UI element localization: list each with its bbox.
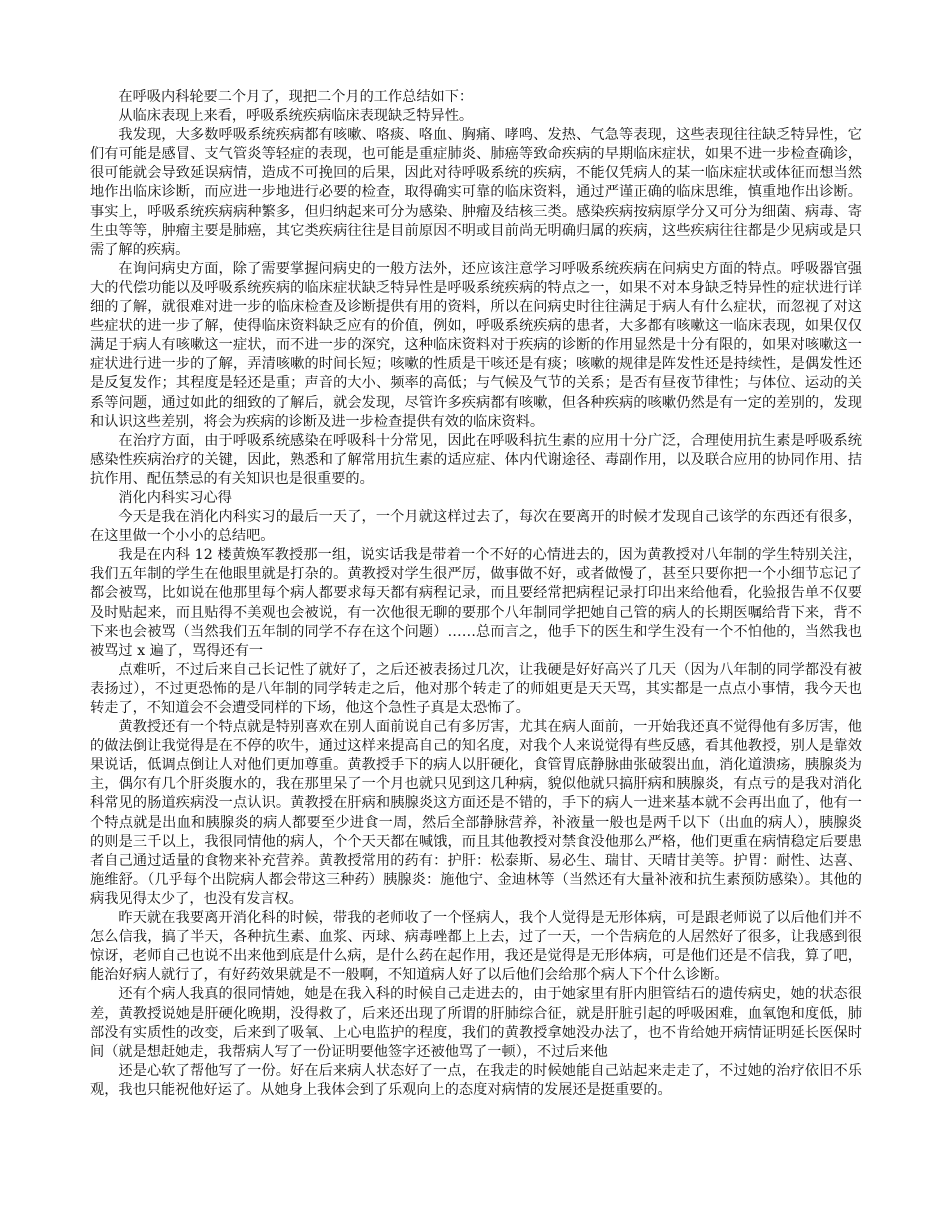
paragraph-intro: 在呼吸内科轮要二个月了，现把二个月的工作总结如下： xyxy=(118,89,474,105)
paragraph-clinical-heading: 从临床表现上来看，呼吸系统疾病临床表现缺乏特异性。 xyxy=(118,108,474,125)
paragraph-sympathy-patient: 还有个病人我真的很同情她，她是在我入科的时候自己走进去的，由于她家里有肝内胆管结石的遗传病史，她的状态很差，黄教授说她是肝硬化晚期，没得救了，后来还出现了所谓的肝肺综合征，就是肝脏引起的呼吸困难，血氧饱和度低，肺部没有实质性的改变，后来到了吸氧、上心电监护的程度，我们的黄教授拿她没办法了，也不肯给她开病情证明延长医保时间（就是想赶她走，我帮病人写了一份证明要他签字还被他骂了一顿），不过后来他 xyxy=(90,986,862,1060)
paragraph-professor-strict: 我是在内科 12 楼黄焕军教授那一组，说实话我是带着一个不好的心情进去的，因为黄教授对八年制的学生特别关注，我们五年制的学生在他眼里就是打杂的。黄教授对学生很严厉，做事做不好，或者做慢了，甚至只要你把一个小细节忘记了都会被骂，比如说在他那里每个病人都要求每天都有病程记录，而且要经常把病程记录打印出来给他看，化验报告单不仅要及时贴起来，而且贴得不美观也会被说，有一次他很无聊的要那个八年制同学把她自己管的病人的长期医嘱给背下来，背不下来也会被骂（当然我们五年制的同学不存在这个问题）……总而言之，他手下的医生和学生没有一个不怕他的，当然我也被骂过 x 遍了，骂得还有一 xyxy=(90,547,862,659)
paragraph-gastro-intro: 今天是我在消化内科实习的最后一天了，一个月就这样过去了，每次在要离开的时候才发现自己该学的东西还有很多，在这里做一个小小的总结吧。 xyxy=(90,509,862,545)
paragraph-professor-traits: 黄教授还有一个特点就是特别喜欢在别人面前说自己有多厉害，尤其在病人面前，一开始我还真不觉得他有多厉害，他的做法倒让我觉得是在不停的吹牛，通过这样来提高自己的知名度，对我个人来说觉得有些反感，看其他教授，别人是靠效果说话，低调点倒让人对他们更加尊重。黄教授手下的病人以肝硬化，食管胃底静脉曲张破裂出血，消化道溃疡，胰腺炎为主，偶尔有几个肝炎腹水的，我在那里呆了一个月也就只见到这几种病，貌似他就只搞肝病和胰腺炎，有点亏的是我对消化科常见的肠道疾病没一点认识。黄教授在肝病和胰腺炎这方面还是不错的，手下的病人一进来基本就不会再出血了，他有一个特点就是出血和胰腺炎的病人都要至少进食一周，然后全部静脉营养，补液量一般也是两千以下（出血的病人），胰腺炎的则是三千以上，我很同情他的病人，个个天天都在喊饿，而且其他教授对禁食没他那么严格，他们更重在病情稳定后要患者自己通过适量的食物来补充营养。黄教授常用的药有：护肝：松泰斯、易必生、瑞甘、天晴甘美等。护胃：耐性、达喜、施维舒。（几乎每个出院病人都会带这三种药）胰腺炎：施他宁、金迪林等（当然还有大量补液和抗生素预防感染）。其他的病我见得太少了，也没有发言权。 xyxy=(90,719,862,907)
paragraph-professor-strict-cont: 点难听，不过后来自己长记性了就好了，之后还被表扬过几次，让我硬是好好高兴了几天（因为八年制的同学都没有被表扬过），不过更恐怖的是八年制的同学转走之后，他对那个转走了的师姐更是天天骂，其实都是一点点小事情，我今天也转走了，不知道会不会遭受同样的下场，他这个急性子真是太恐怖了。 xyxy=(90,661,862,716)
paragraph-clinical-findings: 我发现，大多数呼吸系统疾病都有咳嗽、咯痰、咯血、胸痛、哮鸣、发热、气急等表现，这些表现往往缺乏特异性，它们有可能是感冒、支气管炎等轻症的表现，也可能是重症肺炎、肺癌等致命疾病的早期临床症状，如果不进一步检查确诊，很可能就会导致延误病情，造成不可挽回的后果，因此对待呼吸系统的疾病，不能仅凭病人的某一临床症状或体征而想当然地作出临床诊断，而应进一步地进行必要的检查，取得确实可靠的临床资料，通过严谨正确的临床思维，慎重地作出诊断。事实上，呼吸系统疾病病种繁多，但归纳起来可分为感染、肿瘤及结核三类。感染疾病按病原学分又可分为细菌、病毒、寄生虫等等，肿瘤主要是肺癌，其它类疾病往往是目前原因不明或目前尚无明确归属的疾病，这些疾病往往都是少见病或是只需了解的疾病。 xyxy=(90,127,862,258)
paragraph-treatment: 在治疗方面，由于呼吸系统感染在呼吸科十分常见，因此在呼吸科抗生素的应用十分广泛，合理使用抗生素是呼吸系统感染性疾病治疗的关键，因此，熟悉和了解常用抗生素的适应症、体内代谢途径、毒副作用，以及联合应用的协同作用、拮抗作用、配伍禁忌的有关知识也是很重要的。 xyxy=(90,432,862,487)
paragraph-closing: 还是心软了帮他写了一份。好在后来病人状态好了一点，在我走的时候她能自己站起来走走了，不过她的治疗依旧不乐观，我也只能祝他好运了。从她身上我体会到了乐观向上的态度对病情的发展还是挺重要的。 xyxy=(90,1062,862,1098)
paragraph-history-taking: 在询问病史方面，除了需要掌握问病史的一般方法外，还应该注意学习呼吸系统疾病在问病史方面的特点。呼吸器官强大的代偿功能以及呼吸系统疾病的临床症状缺乏特异性是呼吸系统疾病的特点之一，如果不对本身缺乏特异性的症状进行详细的了解，就很难对进一步的临床检查及诊断提供有用的资料，所以在问病史时往往满足于病人有什么症状，而忽视了对这些症状的进一步了解，使得临床资料缺乏应有的价值，例如，呼吸系统疾病的患者，大多都有咳嗽这一临床表现，如果仅仅满足于病人有咳嗽这一症状，而不进一步的深究，这种临床资料对于疾病的诊断的作用显然是十分有限的，如果对咳嗽这一症状进行进一步的了解，弄清咳嗽的时间长短；咳嗽的性质是干咳还是有痰；咳嗽的规律是阵发性还是持续性，是偶发性还是反复发作；其程度是轻还是重；声音的大小、频率的高低；与气候及气节的关系；是否有昼夜节律性；与体位、运动的关系等问题，通过如此的细致的了解后，就会发现，尽管许多疾病都有咳嗽，但各种疾病的咳嗽仍然是有一定的差别的，发现和认识这些差别，将会为疾病的诊断及进一步检查提供有效的临床资料。 xyxy=(90,260,862,430)
paragraph-strange-patient: 昨天就在我要离开消化科的时候，带我的老师收了一个怪病人，我个人觉得是无形体病，可是跟老师说了以后他们并不怎么信我，搞了半天，各种抗生素、血浆、丙球、病毒唑都上上去，过了一天，一个告病危的人居然好了很多，让我感到很惊讶，老师自己也说不出来他到底是什么病，是什么药在起作用，我还是觉得是无形体病，可是他们还是不信我，算了吧，能治好病人就行了，有好药效果就是不一般啊，不知道病人好了以后他们会给那个病人下个什么诊断。 xyxy=(90,910,862,984)
section-title-gastro: 消化内科实习心得 xyxy=(118,489,232,506)
